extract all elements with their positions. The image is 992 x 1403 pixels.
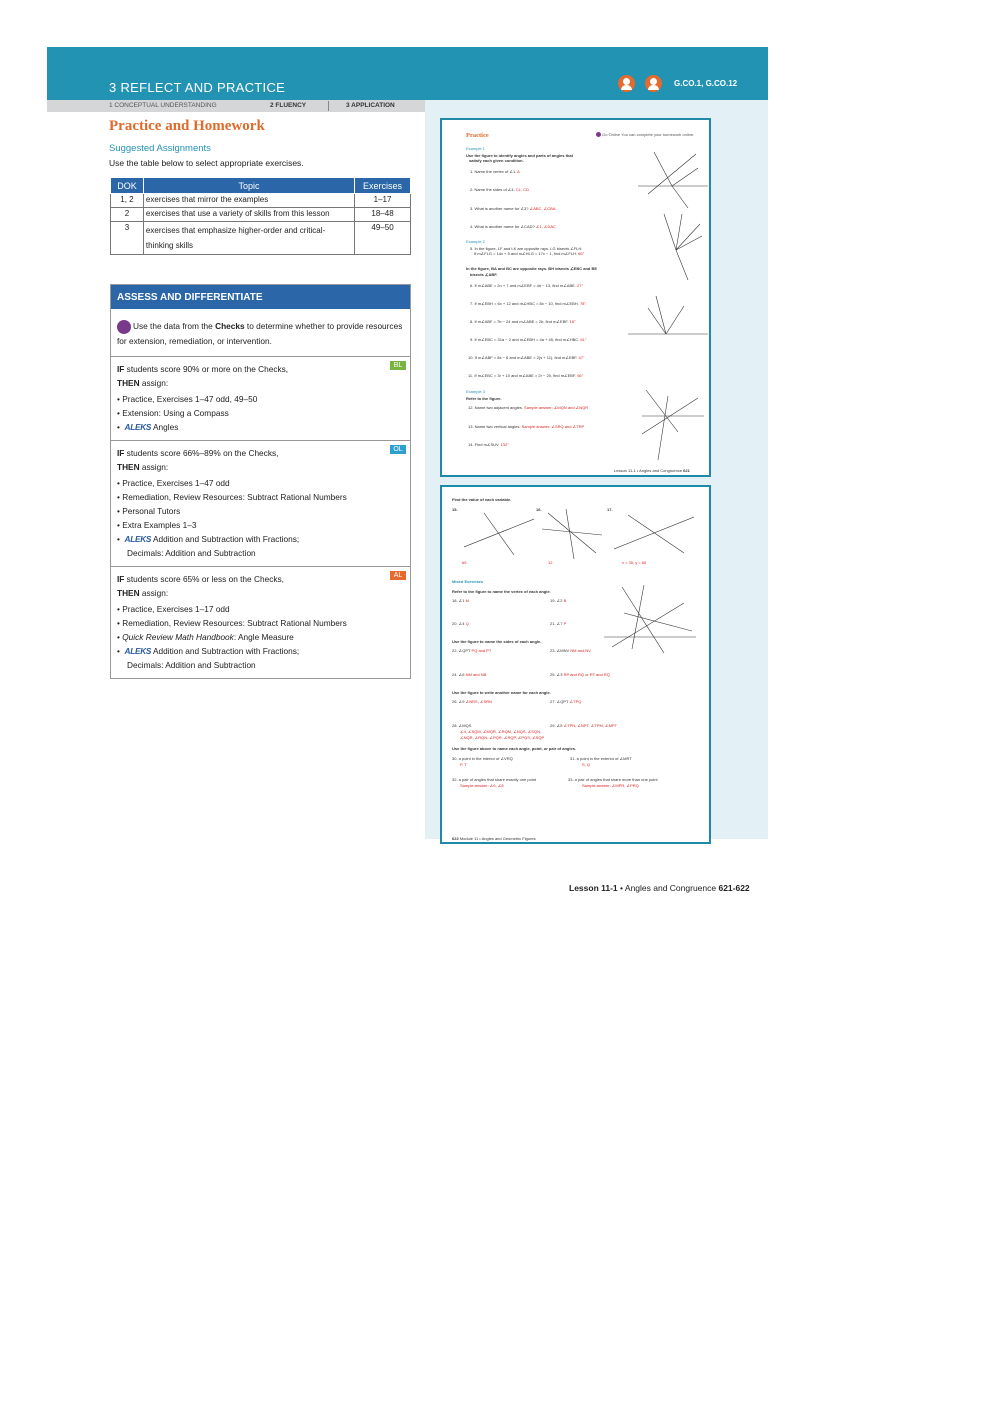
question-text: 21. ∠7: [550, 621, 563, 626]
aleks-topic: Addition and Subtraction with Fractions;: [153, 533, 300, 544]
go-online-icon: [596, 132, 601, 137]
answer: ∠NRS, ∠SRN: [465, 699, 492, 704]
then-text: assign:: [139, 461, 169, 472]
footer-title: • Angles and Congruence: [617, 883, 719, 893]
then-text: assign:: [139, 377, 169, 388]
question-text: 24. ∠6: [452, 672, 465, 677]
cell-dok: 1, 2: [111, 194, 144, 208]
answer: ∠TPQ: [569, 699, 582, 704]
vertical-angles-figure-17: [614, 509, 694, 559]
question-text: 23. ∠MNV: [550, 648, 570, 653]
question-number: 16.: [536, 507, 542, 512]
student-page-621: [440, 118, 711, 477]
table-row: [111, 194, 411, 208]
if-text: students score 90% or more on the Checks,: [124, 363, 289, 374]
instruction: In the figure, BA and BC are opposite rays. BH bisects ∠EBC and BE: [466, 266, 598, 271]
assess-title: ASSESS AND DIFFERENTIATE: [111, 285, 410, 309]
answer: Sample answer: ∠6, ∠8: [460, 783, 504, 788]
list-item[interactable]: • Practice, Exercises 1–47 odd: [117, 477, 230, 488]
handbook-title: Quick Review Math Handbook: [122, 631, 234, 642]
vertical-angles-figure-16: [542, 509, 602, 559]
answer: P, T: [460, 762, 467, 767]
example-2-label: Example 2: [466, 239, 485, 244]
aleks-topic-continued: Decimals: Addition and Subtraction: [127, 547, 256, 558]
instruction: bisects ∠ABF.: [470, 272, 498, 277]
instruction: Use the figure to write another name for each angle.: [452, 690, 551, 695]
question-text: 1. Name the vertex of ∠1.: [470, 169, 517, 174]
practice-title: Practice: [466, 132, 489, 139]
cell-dok: 2: [111, 208, 144, 222]
list-item[interactable]: • Practice, Exercises 1–17 odd: [117, 603, 230, 614]
question-text: 32. a pair of angles that share exactly one point: [452, 777, 537, 782]
question: [550, 699, 581, 704]
answer: NM and NV: [570, 648, 591, 653]
tab-application[interactable]: 3 APPLICATION: [346, 102, 395, 109]
answer: 47°: [578, 355, 585, 360]
table-row: [111, 208, 411, 222]
footer-lesson: Lesson 11-1: [569, 883, 618, 893]
answer: x = 35, y = 65: [622, 560, 647, 565]
page-footer-text: Module 11 • Angles and Geometric Figures: [459, 836, 536, 841]
if-word: IF: [117, 573, 125, 584]
mixed-exercises-label: Mixed Exercises: [452, 579, 484, 584]
question: [474, 251, 584, 256]
question-text: 33. a pair of angles that share more than one point: [568, 777, 658, 782]
question: [452, 598, 469, 603]
list-item[interactable]: • Remediation, Review Resources: Subtract Rational Numbers: [117, 491, 347, 502]
subtab-bar: [47, 100, 425, 112]
answer: 66°: [578, 251, 585, 256]
page-footer-text: Lesson 11-1 • Angles and Congruence: [614, 468, 683, 473]
aleks-logo: ALEKS: [124, 421, 152, 432]
answer: 132°: [500, 442, 509, 447]
student-page-622: [440, 485, 711, 844]
if-line: [117, 446, 404, 460]
example-1-label: Example 1: [466, 146, 485, 151]
page-footer: [452, 836, 536, 841]
list-item[interactable]: • Practice, Exercises 1–47 odd, 49–50: [117, 393, 258, 404]
instruction: Refer to the figure.: [466, 396, 502, 401]
banner-icons: [618, 75, 662, 92]
question: [468, 373, 583, 378]
instruction: Use the figure above to name each angle, point, or pair of angles.: [452, 746, 577, 751]
cell-dok: 3: [111, 222, 144, 255]
tab-divider: [328, 101, 329, 111]
instruction: satisfy each given condition.: [469, 158, 524, 163]
section-subtitle: Suggested Assignments: [109, 143, 211, 154]
then-word: THEN: [117, 461, 140, 472]
answer: 56°: [577, 373, 584, 378]
angle-figure-4: [638, 388, 704, 462]
question-text: 12. Name two adjacent angles.: [468, 405, 523, 410]
answer: ∠4, ∠SQM, ∠MQR, ∠RQM, ∠NQS, ∠SQN,: [460, 729, 542, 734]
tier-beyond-level: [111, 357, 410, 441]
cell-exercises: 18–48: [355, 208, 411, 222]
answer: A: [517, 169, 520, 174]
question: [452, 648, 491, 653]
answer: 27°: [577, 283, 584, 288]
group-icon: [645, 75, 662, 92]
list-item[interactable]: • ALEKS Addition and Subtraction with Fractions;: [117, 645, 300, 656]
go-online-note: [596, 132, 694, 137]
question: [550, 621, 566, 626]
assess-intro-text: Use the data from the: [133, 321, 216, 331]
question-text: 9. If m∠EBC = 31a − 2 and m∠EBH = 4a + 45, find m∠HBC.: [470, 337, 580, 342]
then-text: assign:: [139, 587, 169, 598]
answer: NM and NB: [465, 672, 487, 677]
header-exercises: Exercises: [355, 178, 411, 194]
section-banner: [47, 47, 768, 100]
question: [550, 723, 617, 728]
then-word: THEN: [117, 377, 140, 388]
question-text: 10. If m∠ABF = 8s − 6 and m∠ABE = 2(s + 11), find m∠EBF.: [468, 355, 578, 360]
question-text: 7. If m∠EBH = 6x + 12 and m∠HBC = 8x − 10, find m∠EBH.: [470, 301, 579, 306]
question-text: 27. ∠QPT: [550, 699, 569, 704]
answer: 16°: [569, 319, 576, 324]
aleks-logo: ALEKS: [124, 533, 152, 544]
tier-on-level: [111, 441, 410, 567]
instruction: Use the figure to name the sides of each angle.: [452, 639, 542, 644]
header-dok: DOK: [111, 178, 144, 194]
question-number: 17.: [607, 507, 613, 512]
page-number: 622: [452, 836, 459, 841]
then-line: [117, 376, 404, 390]
question: [550, 648, 591, 653]
instruction: Find the value of each variable.: [452, 497, 512, 502]
tier-tag: AL: [390, 571, 406, 580]
question-text: 25. ∠3: [550, 672, 563, 677]
tier-tag: BL: [390, 361, 406, 370]
answer: 78°: [579, 301, 586, 306]
assignments-table: [110, 177, 411, 255]
data-chart-icon: [117, 320, 131, 334]
question: [470, 224, 556, 229]
assess-intro-text-end: to determine whether to provide resources for extension, remediation, or intervention.: [117, 321, 403, 346]
page-number: 621: [683, 468, 690, 473]
person-icon: [618, 75, 635, 92]
then-word: THEN: [117, 587, 140, 598]
aleks-topic: Addition and Subtraction with Fractions;: [153, 645, 300, 656]
question-text: 8. If m∠ABF = 7b − 24 and m∠ABE = 2b, find m∠EBF.: [470, 319, 569, 324]
if-line: [117, 572, 404, 586]
if-text: students score 65% or less on the Checks,: [124, 573, 284, 584]
list-item[interactable]: • ALEKS Angles: [117, 421, 179, 432]
answer: Q: [465, 621, 469, 626]
question-number: 15.: [452, 507, 458, 512]
instruction: Use the figure to identify angles and parts of angles that: [466, 153, 573, 158]
answer: P: [563, 621, 567, 626]
answer: Sample answer: ∠MPR, ∠PRQ: [582, 783, 639, 788]
question: [468, 405, 588, 410]
instruction: Refer to the figure to name the vertex of each angle.: [452, 589, 551, 594]
answer: 65: [462, 560, 467, 565]
then-line: [117, 460, 404, 474]
answer: ∠TPN, ∠NPT, ∠TPM, ∠MPT: [563, 723, 618, 728]
question-text: 2. Name the sides of ∠4.: [470, 187, 515, 192]
angle-figure-2: [654, 212, 704, 282]
aleks-topic-continued: Decimals: Addition and Subtraction: [127, 659, 256, 670]
answer: ∠1, ∠DAC: [535, 224, 556, 229]
aleks-topic: Angles: [153, 421, 179, 432]
page-footer: [569, 883, 750, 893]
handbook-topic: : Angle Measure: [233, 631, 294, 642]
header-topic: Topic: [143, 178, 354, 194]
question: [550, 598, 566, 603]
section-title: 3 REFLECT AND PRACTICE: [109, 80, 286, 95]
cell-exercises: 1–17: [355, 194, 411, 208]
answer: ∠ABC, ∠CBA: [529, 206, 556, 211]
question: [470, 206, 555, 211]
list-item[interactable]: • Quick Review Math Handbook: Angle Measure: [117, 631, 294, 642]
question: [550, 672, 610, 677]
question-text: 13. Name two vertical angles.: [468, 424, 521, 429]
list-item[interactable]: • ALEKS Addition and Subtraction with Fractions;: [117, 533, 300, 544]
cell-topic: exercises that mirror the examples: [143, 194, 354, 208]
list-item[interactable]: • Personal Tutors: [117, 505, 181, 516]
answer: CL, CD: [515, 187, 529, 192]
then-line: [117, 586, 404, 600]
answer: Sample answer: ∠MQN and ∠NQR: [524, 405, 589, 410]
answer: ∠NQR, ∠RQN, ∠PQR, ∠RQP, ∠PQS, ∠SQP: [460, 735, 545, 740]
list-item[interactable]: • Extension: Using a Compass: [117, 407, 229, 418]
aleks-logo: ALEKS: [124, 645, 152, 656]
vertical-angles-figure-15: [464, 509, 534, 557]
question-text: 18. ∠1: [452, 598, 465, 603]
question-text: 3. What is another name for ∠3?: [470, 206, 529, 211]
assess-intro: [111, 309, 410, 357]
question-text: 31. a point in the exterior of ∠MRT: [570, 756, 632, 761]
example-3-label: Example 3: [466, 389, 485, 394]
go-online-text: Go Online You can complete your homework online.: [602, 132, 695, 137]
intro-text: Use the table below to select appropriate exercises.: [109, 158, 304, 168]
question: [470, 169, 520, 174]
answer: RP and RQ or RT and RQ: [563, 672, 610, 677]
question-text: 19. ∠2: [550, 598, 563, 603]
if-word: IF: [117, 447, 125, 458]
question-text: 4. What is another name for ∠CAD?: [470, 224, 535, 229]
question-text: 30. a point in the interior of ∠VRQ: [452, 756, 513, 761]
question: [468, 442, 509, 447]
question-text: If m∠FLG = 14x + 5 and m∠HLG = 17x − 1, find m∠FLH.: [474, 251, 578, 256]
question: [468, 424, 584, 429]
page-footer: [614, 468, 690, 473]
question: [470, 337, 586, 342]
question: [470, 283, 583, 288]
cell-exercises: 49–50: [355, 222, 411, 255]
page-title: Practice and Homework: [109, 118, 265, 134]
angle-figure-1: [638, 150, 708, 210]
tab-fluency[interactable]: 2 FLUENCY: [270, 102, 307, 109]
question: [468, 355, 585, 360]
answer: 12: [548, 560, 553, 565]
answer: B: [563, 598, 567, 603]
answer: M: [465, 598, 469, 603]
if-line: [117, 362, 404, 376]
answer: S, Q: [582, 762, 591, 767]
footer-pages: 621-622: [718, 883, 750, 893]
list-item[interactable]: • Extra Examples 1–3: [117, 519, 197, 530]
question: [470, 187, 529, 192]
question-text: 6. If m∠ABE = 2n + 7 and m∠EBF = 4n − 13, find m∠ABE.: [470, 283, 576, 288]
if-text: students score 66%–89% on the Checks,: [124, 447, 279, 458]
question: [452, 621, 469, 626]
answer: 61°: [580, 337, 587, 342]
cell-topic: exercises that use a variety of skills from this lesson: [143, 208, 354, 222]
ray-figure: [604, 583, 696, 655]
standards-label: G.CO.1, G.CO.12: [674, 79, 738, 88]
question-text: 5. In the figure, LF and LK are opposite rays. LG bisects ∠FLH.: [470, 246, 583, 251]
tier-approaching-level: [111, 567, 410, 678]
if-word: IF: [117, 363, 125, 374]
question: [452, 672, 486, 677]
question: [470, 319, 576, 324]
question-text: 20. ∠4: [452, 621, 465, 626]
cell-topic: exercises that emphasize higher-order and critical-thinking skills: [143, 222, 354, 255]
table-header-row: [111, 178, 411, 194]
answer: PQ and PT: [471, 648, 492, 653]
question-text: 26. ∠9: [452, 699, 465, 704]
tab-conceptual-understanding[interactable]: 1 CONCEPTUAL UNDERSTANDING: [109, 102, 217, 109]
question-text: 14. Find m∠SUV.: [468, 442, 500, 447]
question-text: 22. ∠QPT: [452, 648, 471, 653]
question-text: 11. If m∠EBC = 3r + 10 and m∠ABE = 2r − 20, find m∠EBF.: [468, 373, 577, 378]
answer: Sample answer: ∠SRQ and ∠TRP: [521, 424, 585, 429]
table-row: [111, 222, 411, 255]
assess-box: [110, 284, 411, 679]
tier-tag: OL: [390, 445, 406, 454]
question: [470, 301, 586, 306]
list-item[interactable]: • Remediation, Review Resources: Subtract Rational Numbers: [117, 617, 347, 628]
question: [452, 699, 492, 704]
checks-label: Checks: [215, 321, 245, 331]
question-text: 29. ∠5: [550, 723, 563, 728]
angle-figure-3: [628, 292, 708, 342]
question-text: 28. ∠MQS: [452, 723, 472, 728]
